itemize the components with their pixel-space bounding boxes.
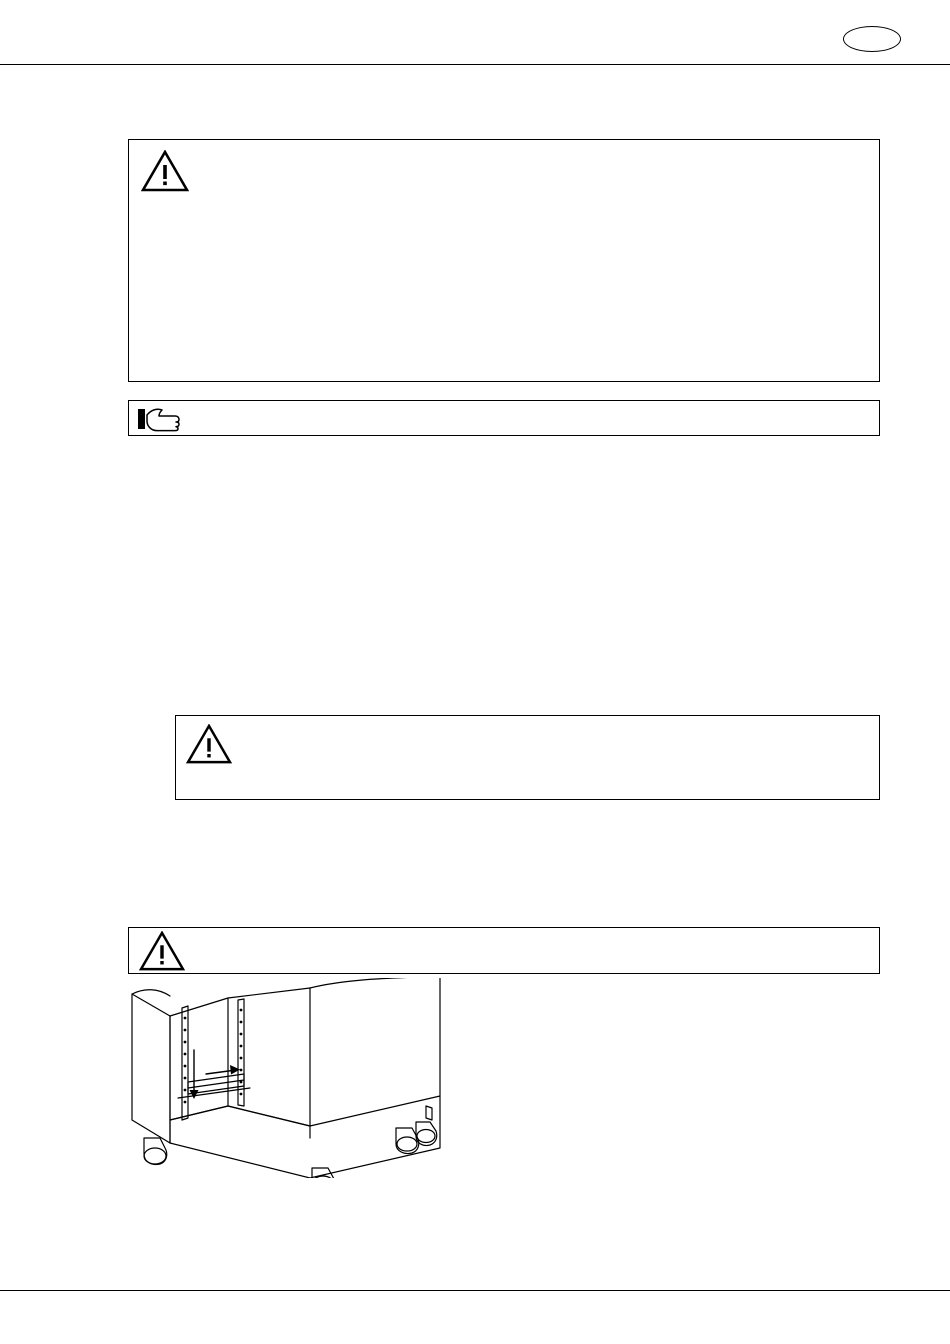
pointing-hand-icon	[137, 406, 181, 432]
warning-triangle-icon	[186, 724, 232, 764]
warning-box-secondary	[175, 715, 880, 800]
note-box	[128, 400, 880, 436]
warning-box-primary	[128, 139, 880, 382]
appliance-base-cabinet-diagram	[110, 978, 580, 1178]
warning-triangle-icon	[139, 931, 185, 971]
warning-triangle-icon	[141, 150, 189, 192]
header-divider	[0, 64, 950, 65]
page-number-badge	[843, 26, 901, 52]
footer-divider	[0, 1290, 950, 1291]
warning-box-tertiary	[128, 927, 880, 974]
